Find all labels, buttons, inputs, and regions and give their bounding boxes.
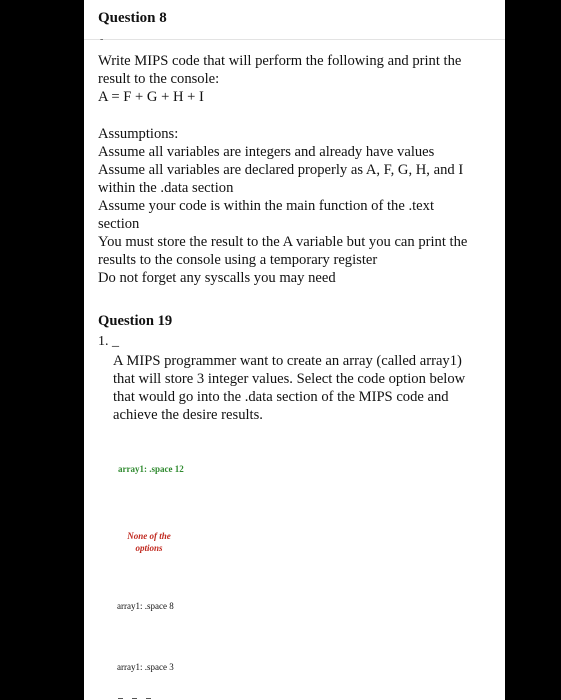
prompt-line: achieve the desire results. — [113, 407, 263, 423]
prompt-spacer — [98, 106, 505, 125]
assumption-line: section — [98, 216, 140, 232]
option-label-line: None of the — [127, 531, 171, 541]
prompt-line: result to the console: — [98, 71, 220, 87]
prompt-line: that would go into the .data section of the MIPS code and — [113, 389, 449, 405]
cut-off-text — [118, 692, 178, 700]
question-19-title: Question 19 — [98, 313, 173, 329]
answer-option-space-3[interactable]: array1: .space 3 — [117, 662, 174, 672]
option-label-line: options — [135, 543, 163, 553]
question-page — [84, 0, 505, 700]
answer-option-space-8[interactable]: array1: .space 8 — [117, 601, 174, 611]
assumption-line: Do not forget any syscalls you may need — [98, 270, 336, 286]
question-19-prompt — [113, 352, 465, 424]
assumption-line: You must store the result to the A variable but you can print the — [98, 234, 468, 250]
assumption-line: Assume all variables are declared properly as A, F, G, H, and I — [98, 162, 464, 178]
assumption-line: Assume all variables are integers and already have values — [98, 144, 435, 160]
assumption-line: Assume your code is within the main function of the .text — [98, 198, 434, 214]
question-8-dash: - — [100, 34, 104, 45]
prompt-line: A MIPS programmer want to create an array (called array1) — [113, 353, 462, 369]
prompt-line: that will store 3 integer values. Select the code option below — [113, 371, 466, 387]
prompt-line: Write MIPS code that will perform the following and print the — [98, 53, 462, 69]
assumptions-heading: Assumptions: — [98, 126, 179, 142]
prompt-equation: A = F + G + H + I — [98, 89, 204, 105]
answer-option-space-12[interactable]: array1: .space 12 — [118, 464, 184, 474]
question-header — [84, 0, 505, 40]
assumption-line: results to the console using a temporary register — [98, 252, 378, 268]
assumption-line: within the .data section — [98, 180, 234, 196]
answer-option-none[interactable] — [119, 530, 179, 554]
question-8-prompt — [98, 52, 505, 287]
question-8-title: Question 8 — [98, 10, 167, 26]
question-19-number: 1. _ — [98, 334, 119, 349]
